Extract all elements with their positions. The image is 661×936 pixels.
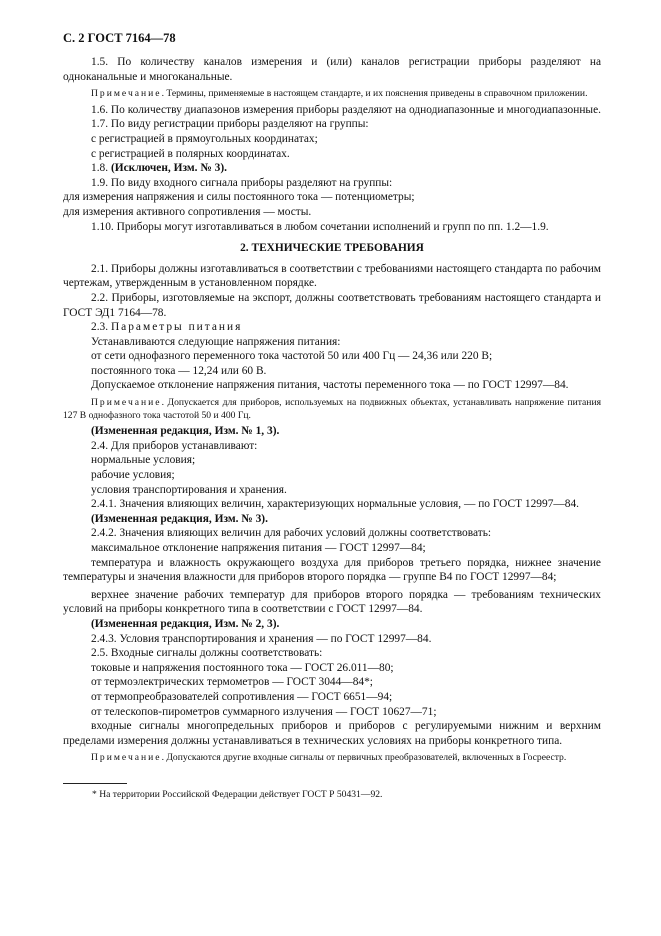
clause-2-4-1: 2.4.1. Значения влияющих величин, характеризующих нормальные условия, — по ГОСТ 12997—84. — [91, 498, 580, 511]
note-label: Примечание — [91, 397, 162, 409]
clause-1-7: 1.7. По виду регистрации приборы разделяют на группы: — [91, 118, 369, 131]
clause-2-5-item-a: токовые и напряжения постоянного тока — ГОСТ 26.011—80; — [91, 661, 394, 674]
note-label: Примечание — [91, 752, 162, 764]
clause-2-5-item-b: от термоэлектрических термометров — ГОСТ 3044—84*; — [91, 676, 373, 689]
clause-2-3-intro: Устанавливаются следующие напряжения питания: — [91, 335, 341, 348]
clause-2-4-item-a: нормальные условия; — [91, 454, 196, 467]
clause-2-2: 2.2. Приборы, изготовляемые на экспорт, должны соответствовать требованиям настоящего стандарта и ГОСТ ЭД1 7164—78. — [63, 291, 601, 319]
clause-1-5: 1.5. По количеству каналов измерения и (или) каналов регистрации приборы разделяют на одноканальные и многоканальные. — [63, 56, 601, 83]
note-3 — [63, 752, 601, 765]
clause-2-5-item-c: от термопреобразователей сопротивления — ГОСТ 6651—94; — [91, 690, 393, 703]
clause-1-7-item-a: с регистрацией в прямоугольных координатах; — [91, 132, 318, 145]
section-2-title: 2. ТЕХНИЧЕСКИЕ ТРЕБОВАНИЯ — [240, 242, 424, 255]
clause-2-3-number: 2.3. — [91, 321, 109, 334]
edit-note-2: (Измененная редакция, Изм. № 3). — [91, 512, 268, 525]
clause-1-8-excluded: (Исключен, Изм. № 3). — [110, 162, 227, 175]
footnote-divider — [63, 783, 127, 784]
note-2 — [63, 397, 601, 422]
clause-2-3-dc-supply: постоянного тока — 12,24 или 60 В. — [91, 364, 267, 377]
clause-1-8 — [63, 161, 601, 176]
clause-1-7-item-b: с регистрацией в полярных координатах. — [91, 147, 290, 160]
clause-2-4-2-item-a: максимальное отклонение напряжения питания — ГОСТ 12997—84; — [91, 542, 426, 554]
footnote: * На территории Российской Федерации действует ГОСТ Р 50431—92. — [92, 789, 383, 800]
clause-2-4-item-c: условия транспортирования и хранения. — [91, 483, 287, 496]
clause-1-8-number: 1.8. — [91, 162, 109, 175]
clause-1-10: 1.10. Приборы могут изготавливаться в любом сочетании исполнений и групп по пп. 1.2—1.9. — [91, 220, 549, 233]
clause-2-4-2-item-c: верхнее значение рабочих температур для приборов второго порядка — требованиям технических условий на приборы конкретного типа в соответствии с ГОСТ 12997—84. — [63, 588, 601, 616]
note-1 — [63, 88, 601, 101]
clause-1-9: 1.9. По виду входного сигнала приборы разделяют на группы: — [91, 176, 393, 189]
clause-2-4-item-b: рабочие условия; — [91, 469, 175, 482]
clause-2-3 — [63, 320, 601, 335]
clause-2-3-title: Параметры питания — [110, 321, 243, 334]
note-label: Примечание — [91, 88, 162, 100]
edit-note-3: (Измененная редакция, Изм. № 2, 3). — [91, 617, 280, 630]
clause-1-6: 1.6. По количеству диапазонов измерения приборы разделяют на однодиапазонные и многодиапазонные. — [91, 103, 601, 116]
clause-2-5: 2.5. Входные сигналы должны соответствовать: — [91, 647, 323, 660]
note-1-text: . Термины, применяемые в настоящем стандарте, и их пояснения приведены в справочном приложении. — [161, 88, 588, 100]
clause-1-9-item-a: для измерения напряжения и силы постоянного тока — потенциометры; — [63, 191, 415, 204]
clause-2-3-deviation: Допускаемое отклонение напряжения питания, частоты переменного тока — по ГОСТ 12997—84. — [91, 379, 569, 392]
note-3-text: . Допускаются другие входные сигналы от первичных преобразователей, включенных в Госреестр. — [161, 752, 567, 764]
clause-2-5-item-d: от телескопов-пирометров суммарного излучения — ГОСТ 10627—71; — [91, 705, 437, 718]
document-body — [63, 55, 601, 767]
edit-note-1: (Измененная редакция, Изм. № 1, 3). — [91, 425, 280, 438]
clause-2-4-2: 2.4.2. Значения влияющих величин для рабочих условий должны соответствовать: — [91, 527, 492, 540]
clause-2-3-ac-supply: от сети однофазного переменного тока частотой 50 или 400 Гц — 24,36 или 220 В; — [91, 350, 493, 363]
clause-2-4-3: 2.4.3. Условия транспортирования и хранения — по ГОСТ 12997—84. — [91, 632, 432, 645]
clause-2-4-2-item-b: температура и влажность окружающего воздуха для приборов третьего порядка, нижнее значение температуры и значения влажности для приборов второго порядка — группе В4 по ГОСТ 12997—84; — [63, 556, 601, 584]
note-2-text: . Допускается для приборов, используемых на подвижных объектах, устанавливать напряжение питания 127 В однофазного тока частотой 50 и 400 Гц. — [63, 397, 601, 421]
clause-2-5-item-e: входные сигналы многопредельных приборов и приборов с регулируемыми нижним и верхним пределами измерения должны устанавливаться в технических условиях на приборы конкретного типа. — [63, 720, 601, 747]
clause-2-4: 2.4. Для приборов устанавливают: — [91, 439, 258, 452]
clause-2-1: 2.1. Приборы должны изготавливаться в соответствии с требованиями настоящего стандарта по рабочим чертежам, утвержденным в установленном порядке. — [63, 262, 601, 290]
clause-1-9-item-b: для измерения активного сопротивления — мосты. — [63, 205, 312, 218]
page-header: С. 2 ГОСТ 7164—78 — [63, 31, 176, 45]
